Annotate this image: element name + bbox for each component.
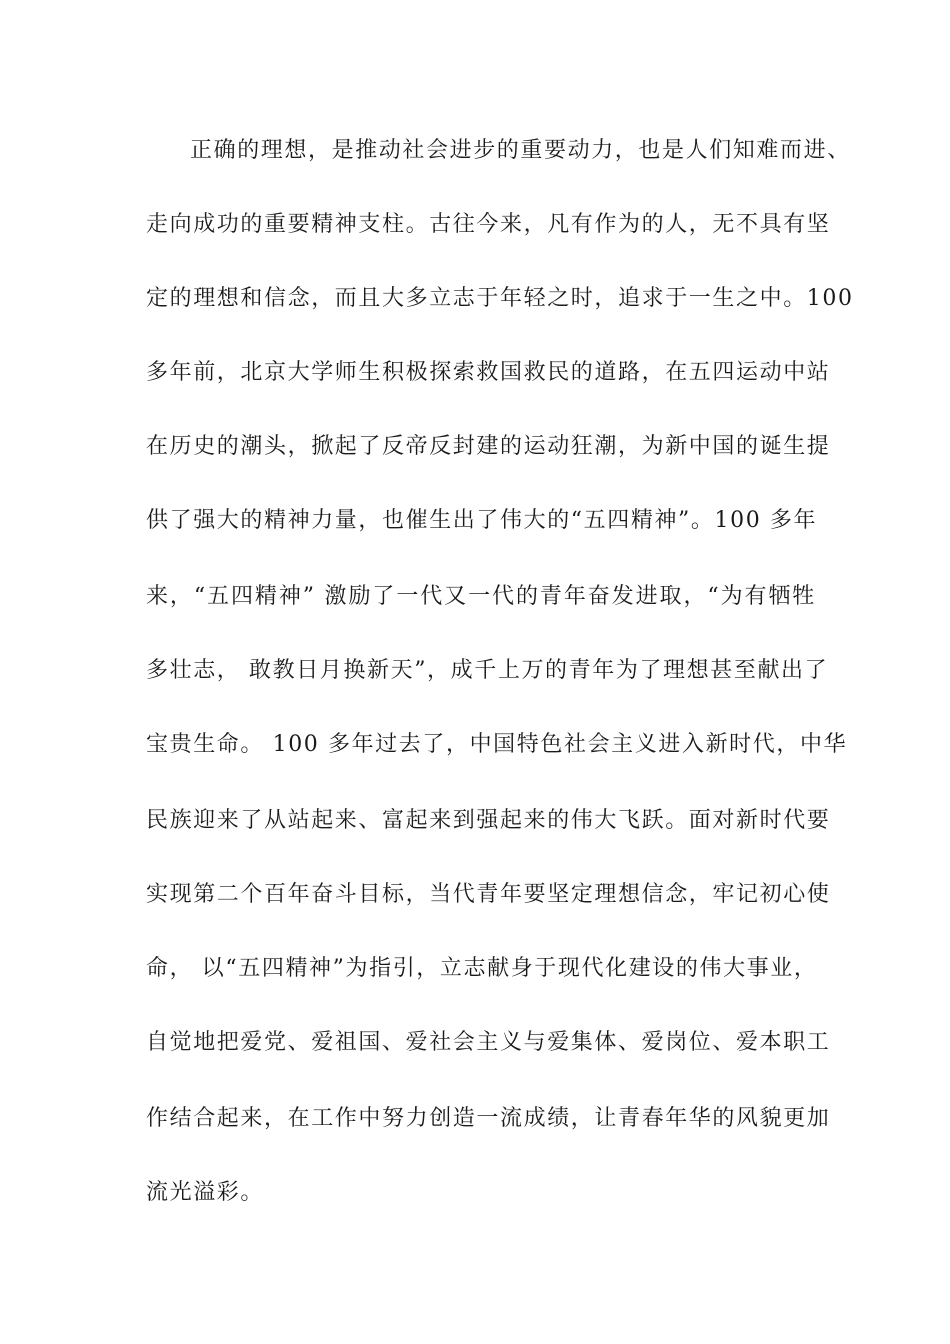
paragraph-line: 正确的理想，是推动社会进步的重要动力，也是人们知难而进、	[190, 138, 851, 163]
paragraph-line: 民族迎来了从站起来、富起来到强起来的伟大飞跃。面对新时代要	[146, 808, 831, 833]
paragraph-line: 定的理想和信念，而且大多立志于年轻之时，追求于一生之中。100	[146, 286, 854, 311]
paragraph-line: 多年前，北京大学师生积极探索救国救民的道路，在五四运动中站	[146, 360, 831, 385]
paragraph-line: 多壮志， 敢教日月换新天”，成千上万的青年为了理想甚至献出了	[146, 658, 829, 683]
paragraph-line: 作结合起来，在工作中努力创造一流成绩，让青春年华的风貌更加	[146, 1106, 831, 1131]
paragraph-line: 在历史的潮头，掀起了反帝反封建的运动狂潮，为新中国的诞生提	[146, 434, 831, 459]
paragraph-line: 来，“五四精神” 激励了一代又一代的青年奋发进取，“为有牺牲	[146, 584, 816, 609]
paragraph-line: 宝贵生命。 100 多年过去了，中国特色社会主义进入新时代，中华	[146, 732, 848, 757]
paragraph-line: 走向成功的重要精神支柱。古往今来，凡有作为的人，无不具有坚	[146, 212, 831, 237]
paragraph-line: 命， 以“五四精神”为指引，立志献身于现代化建设的伟大事业，	[146, 956, 818, 981]
paragraph-line: 实现第二个百年奋斗目标，当代青年要坚定理想信念，牢记初心使	[146, 882, 831, 907]
paragraph-line: 供了强大的精神力量，也催生出了伟大的“五四精神”。100 多年	[146, 508, 818, 533]
paragraph-line: 自觉地把爱党、爱祖国、爱社会主义与爱集体、爱岗位、爱本职工	[146, 1030, 831, 1055]
paragraph-line-last: 流光溢彩。	[146, 1180, 265, 1205]
